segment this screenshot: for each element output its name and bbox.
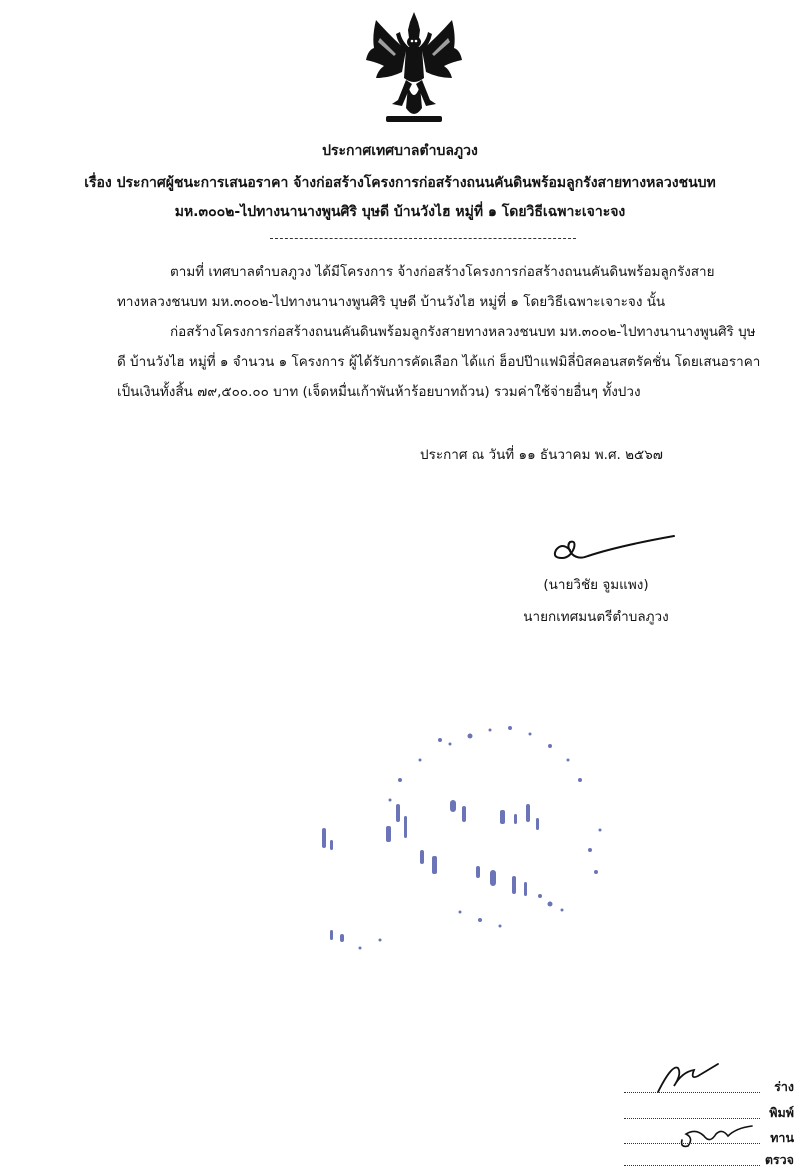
subject-line-2: มห.๓๐๐๒-ไปทางนานางพูนศิริ บุษดี บ้านวังไฮ หมู่ที่ ๑ โดยวิธีเฉพาะเจาะจง: [174, 204, 626, 220]
footer-label-typed: พิมพ์: [769, 1105, 794, 1120]
garuda-emblem-icon: [362, 8, 466, 130]
paragraph-2-line-3: เป็นเงินทั้งสิ้น ๗๙,๕๐๐.๐๐ บาท (เจ็ดหมื่นเก้าพันห้าร้อยบาทถ้วน) รวมค่าใช้จ่ายอื่นๆ ทั้งปวง: [117, 384, 641, 400]
paragraph-2-line-2: ดี บ้านวังไฮ หมู่ที่ ๑ จำนวน ๑ โครงการ ผู้ได้รับการคัดเลือก ได้แก่ ฮ็อปป๊าแฟมิลี่บิสคอนสตรัคชั่น โดยเสนอราคา: [117, 354, 761, 370]
draft-initial-mark: [652, 1058, 722, 1098]
footer-label-draft: ร่าง: [774, 1079, 794, 1094]
paragraph-2-line-1: ก่อสร้างโครงการก่อสร้างถนนคันดินพร้อมลูกรังสายทางหลวงชนบท มห.๓๐๐๒-ไปทางนานางพูนศิริ บุษ: [170, 324, 756, 340]
signatory-name: (นายวิชัย จูมแพง): [543, 577, 649, 593]
announcement-title: ประกาศเทศบาลตำบลภูวง: [322, 143, 478, 159]
footer-label-reviewed: ทาน: [770, 1130, 794, 1145]
signatory-position: นายกเทศมนตรีตำบลภูวง: [523, 609, 669, 625]
subject-line-1: เรื่อง ประกาศผู้ชนะการเสนอราคา จ้างก่อสร้างโครงการก่อสร้างถนนคันดินพร้อมลูกรังสายทางหลวงชนบท: [84, 175, 716, 191]
header-divider: [270, 238, 576, 239]
review-initial-mark: [676, 1118, 756, 1152]
signature-mark: [548, 528, 678, 568]
footer-label-checked: ตรวจ: [764, 1152, 794, 1167]
official-stamp-mark: [300, 700, 640, 1000]
paragraph-1-line-2: ทางหลวงชนบท มห.๓๐๐๒-ไปทางนานางพูนศิริ บุษดี บ้านวังไฮ หมู่ที่ ๑ โดยวิธีเฉพาะเจาะจง นั้น: [117, 294, 666, 310]
footer-row-checked: [624, 1150, 794, 1170]
paragraph-1-line-1: ตามที่ เทศบาลตำบลภูวง ได้มีโครงการ จ้างก่อสร้างโครงการก่อสร้างถนนคันดินพร้อมลูกรังสาย: [170, 264, 715, 280]
announcement-date: ประกาศ ณ วันที่ ๑๑ ธันวาคม พ.ศ. ๒๕๖๗: [420, 447, 663, 463]
